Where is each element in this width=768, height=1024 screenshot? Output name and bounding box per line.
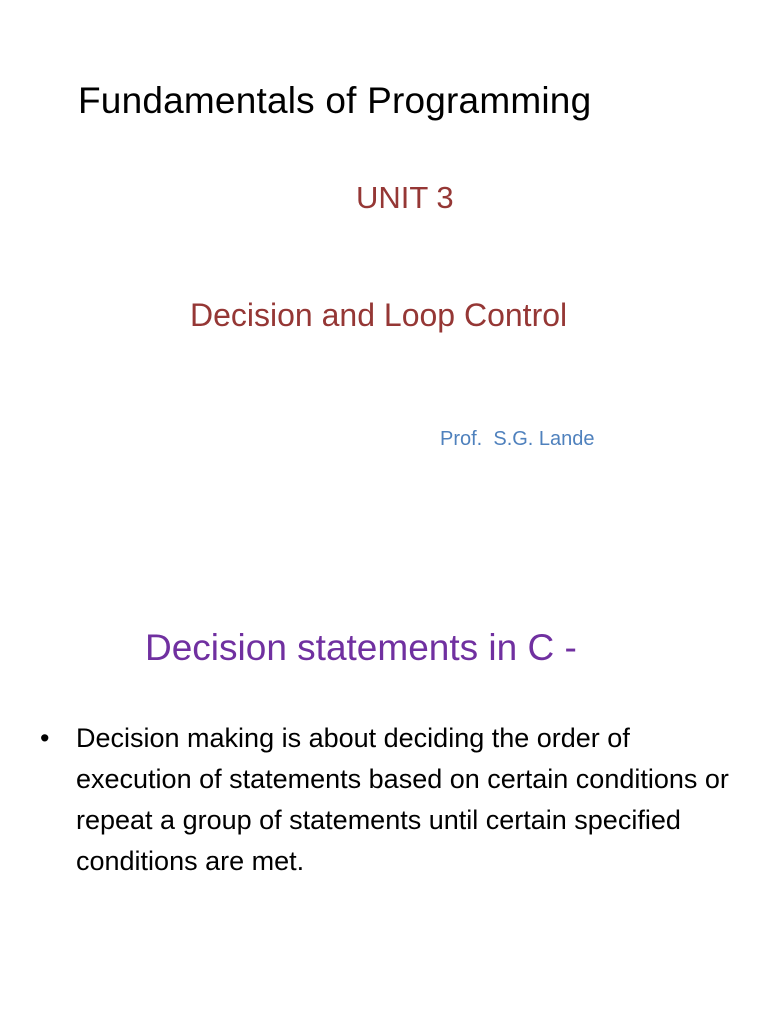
bullet-item (40, 718, 740, 882)
section-heading: Decision statements in C - (145, 627, 577, 668)
unit-subtitle: Decision and Loop Control (190, 297, 568, 333)
bullet-text: Decision making is about deciding the order of execution of statements based on certain conditions or repeat a group of statements until certain specified conditions are met. (76, 723, 729, 876)
author-name: Prof. S.G. Lande (440, 428, 595, 450)
bullet-list (40, 718, 740, 882)
bullet-icon: • (40, 723, 50, 753)
content-slide (0, 576, 768, 1024)
course-title: Fundamentals of Programming (78, 80, 592, 121)
unit-label: UNIT 3 (356, 180, 454, 215)
